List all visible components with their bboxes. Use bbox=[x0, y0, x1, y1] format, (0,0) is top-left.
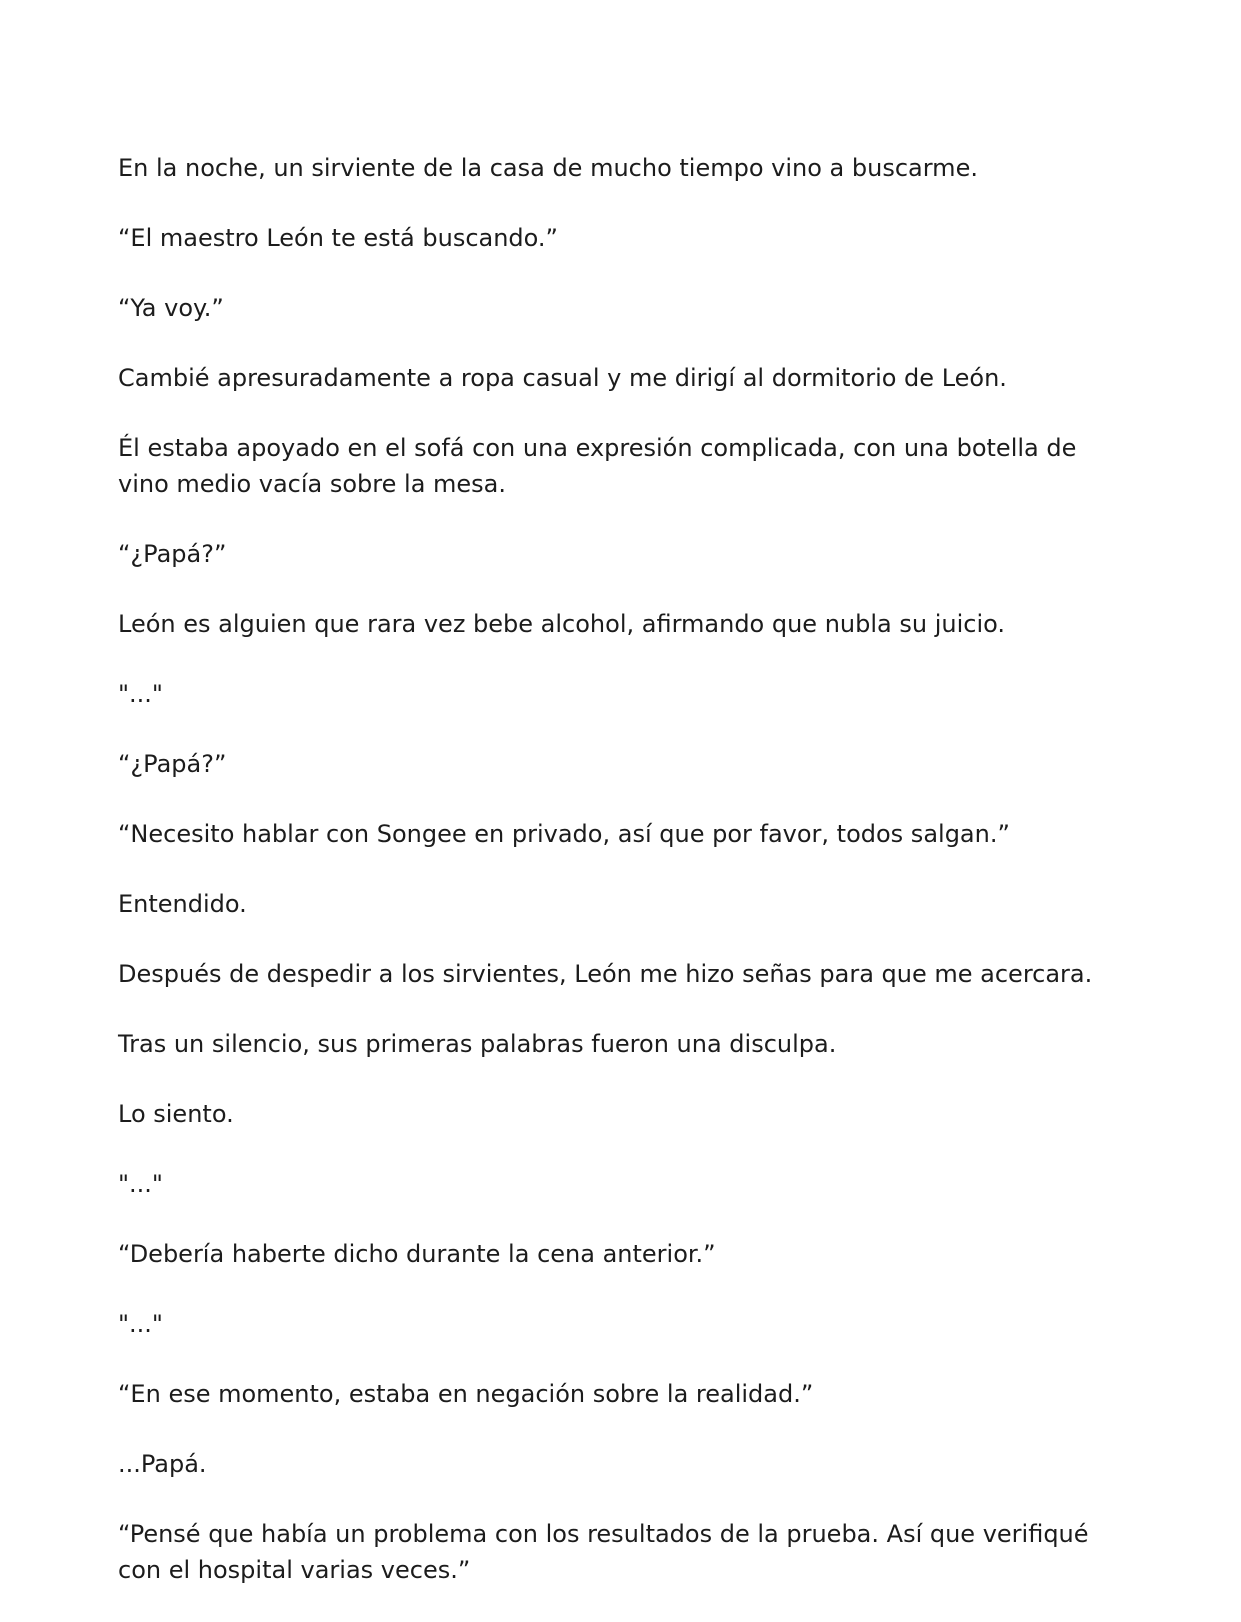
paragraph: León es alguien que rara vez bebe alcohol, afirmando que nubla su juicio. bbox=[118, 610, 1006, 638]
paragraph: “¿Papá?” bbox=[118, 540, 227, 568]
paragraph: ...Papá. bbox=[118, 1450, 207, 1478]
paragraph: "..." bbox=[118, 1170, 163, 1198]
paragraph: Entendido. bbox=[118, 890, 247, 918]
paragraph: Después de despedir a los sirvientes, León me hizo señas para que me acercara. bbox=[118, 960, 1093, 988]
paragraph: “¿Papá?” bbox=[118, 750, 227, 778]
paragraph: “Ya voy.” bbox=[118, 294, 224, 322]
paragraph: Lo siento. bbox=[118, 1100, 234, 1128]
paragraph: “Necesito hablar con Songee en privado, así que por favor, todos salgan.” bbox=[118, 820, 1010, 848]
paragraph: Cambié apresuradamente a ropa casual y me dirigí al dormitorio de León. bbox=[118, 364, 1007, 392]
paragraph: “En ese momento, estaba en negación sobre la realidad.” bbox=[118, 1380, 814, 1408]
paragraph: Tras un silencio, sus primeras palabras fueron una disculpa. bbox=[118, 1030, 837, 1058]
paragraph: "..." bbox=[118, 680, 163, 708]
paragraph: “El maestro León te está buscando.” bbox=[118, 224, 558, 252]
paragraph: “Pensé que había un problema con los resultados de la prueba. Así que verifiqué con el hospital varias veces.” bbox=[118, 1520, 1089, 1584]
paragraph: "..." bbox=[118, 1310, 163, 1338]
paragraph: En la noche, un sirviente de la casa de mucho tiempo vino a buscarme. bbox=[118, 154, 978, 182]
document-body bbox=[118, 150, 1128, 1622]
paragraph: Él estaba apoyado en el sofá con una expresión complicada, con una botella de vino medio vacía sobre la mesa. bbox=[118, 434, 1077, 498]
paragraph: “Debería haberte dicho durante la cena anterior.” bbox=[118, 1240, 716, 1268]
